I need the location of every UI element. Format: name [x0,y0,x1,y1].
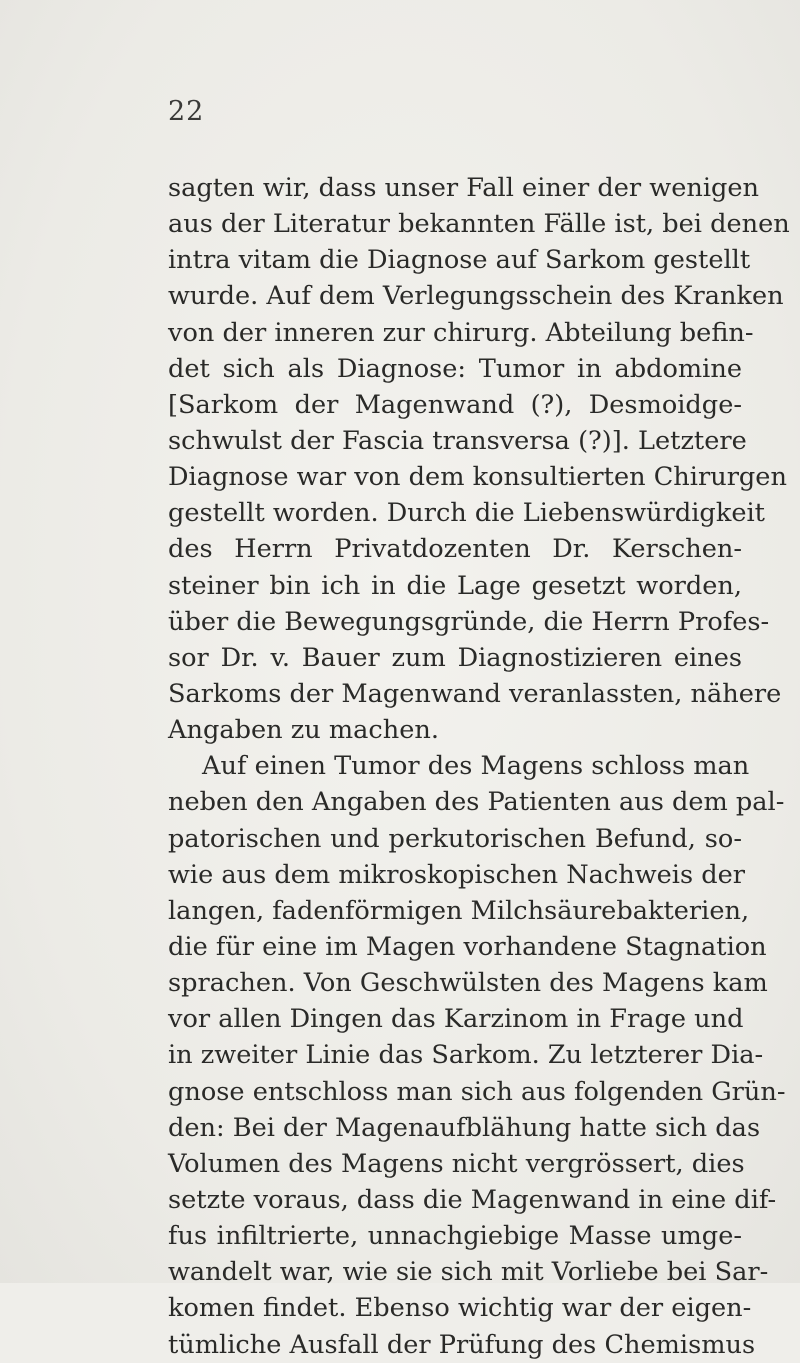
text-line: vor allen Dingen das Karzinom in Frage und [168,1004,744,1035]
text-line: Volumen des Magens nicht vergrössert, dies [168,1148,745,1179]
text-line: den: Bei der Magenaufblähung hatte sich das [168,1112,761,1143]
text-line: des Herrn Privatdozenten Dr. Kerschen- [168,534,742,565]
text-line: Diagnose war von dem konsultierten Chirurgen [168,462,787,493]
text-line: gnose entschloss man sich aus folgenden Grün- [168,1076,786,1107]
text-line: det sich als Diagnose: Tumor in abdomine [168,353,742,384]
text-line: Angaben zu machen. [168,715,439,746]
text-line: sagten wir, dass unser Fall einer der wenigen [168,173,760,203]
text-line: wie aus dem mikroskopischen Nachweis der [168,859,746,890]
text-line: patorischen und perkutorischen Befund, so- [168,823,742,854]
text-line: in zweiter Linie das Sarkom. Zu letzterer Dia- [168,1040,764,1071]
text-line: komen findet. Ebenso wichtig war der eigen- [168,1293,752,1324]
page-number: 22 [168,96,205,127]
text-line: langen, fadenförmigen Milchsäurebakterien, [168,895,750,926]
text-line: gestellt worden. Durch die Liebenswürdigkeit [168,498,765,529]
text-line: schwulst der Fascia transversa (?)]. Letztere [168,425,747,456]
text-line: neben den Angaben des Patienten aus dem pal- [168,787,785,818]
text-line: intra vitam die Diagnose auf Sarkom gestellt [168,245,751,276]
text-line: sprachen. Von Geschwülsten des Magens kam [168,968,768,999]
text-line: die für eine im Magen vorhandene Stagnation [168,931,767,962]
text-line: wurde. Auf dem Verlegungsschein des Kranken [168,281,784,312]
text-line: fus infiltrierte, unnachgiebige Masse umge- [168,1221,742,1252]
text-line: setzte voraus, dass die Magenwand in eine dif- [168,1184,777,1215]
text-line: Auf einen Tumor des Magens schloss man [202,751,750,782]
text-line: tümliche Ausfall der Prüfung des Chemismus [168,1329,756,1360]
text-line: [Sarkom der Magenwand (?), Desmoidge- [168,389,742,420]
text-line: sor Dr. v. Bauer zum Diagnostizieren eines [168,642,742,673]
text-line: wandelt war, wie sie sich mit Vorliebe bei Sar- [168,1257,769,1288]
text-line: über die Bewegungsgründe, die Herrn Profes- [168,606,770,637]
body-text [168,170,790,1363]
text-line: von der inneren zur chirurg. Abteilung befin- [168,317,754,348]
text-line: steiner bin ich in die Lage gesetzt worden, [168,570,742,601]
text-line: Sarkoms der Magenwand veranlassten, nähere [168,678,782,709]
text-line: aus der Literatur bekannten Fälle ist, bei denen [168,209,790,240]
